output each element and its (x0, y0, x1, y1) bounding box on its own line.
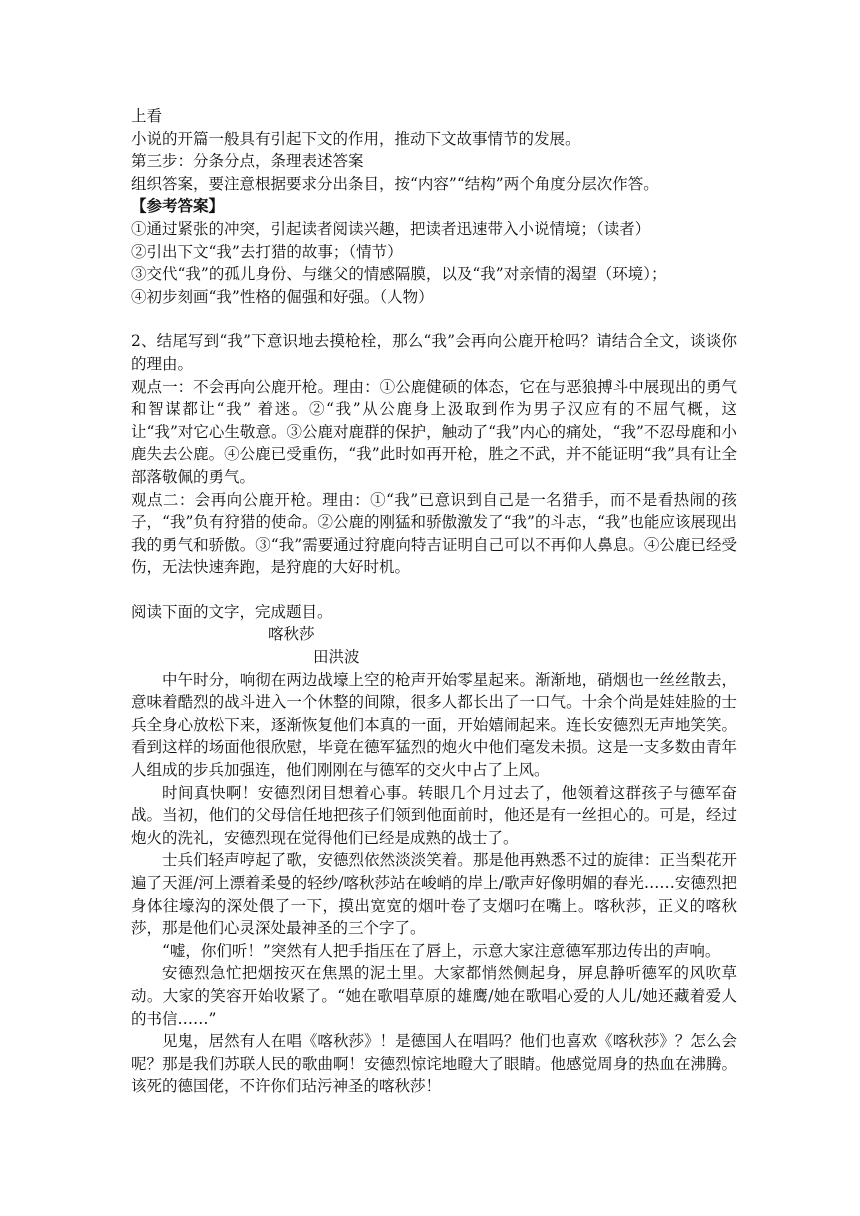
reading-instruction: 阅读下面的文字，完成题目。 (131, 602, 333, 621)
paragraph: 上看 (131, 107, 163, 125)
story-paragraph: 中午时分，响彻在两边战壕上空的枪声开始零星起来。渐渐地，硝烟也一丝丝散去，意味着酷烈的战斗进入一个休整的间隙，很多人都长出了一口气。十余个尚是娃娃脸的士兵全身心放松下来，逐渐恢复他们本真的一面，开始嬉闹起来。连长安德烈无声地笑笑。看到这样的场面他很欣慰，毕竟在德军猛烈的炮火中他们毫发未损。这是一支多数由青年人组成的步兵加强连，他们刚刚在与德军的交火中占了上风。 (131, 670, 737, 780)
paragraph: 小说的开篇一般具有引起下文的作用，推动下文故事情节的发展。 (131, 129, 581, 148)
story-paragraph: “嘘，你们听！”突然有人把手指压在了唇上，示意大家注意德军那边传出的声响。 (162, 941, 721, 960)
question-2: 2、结尾写到“我”下意识地去摸枪栓，那么“我”会再向公鹿开枪吗？请结合全文，谈谈你的理由。 (131, 332, 737, 373)
story-title: 喀秋莎 (268, 625, 315, 644)
viewpoint-2: 观点二：会再向公鹿开枪。理由：①“我”已意识到自己是一名猎手，而不是看热闹的孩子，“我”负有狩猎的使命。②公鹿的刚猛和骄傲激发了“我”的斗志，“我”也能应该展现出我的勇气和骄傲。③“我”需要通过狩鹿向特吉证明自己可以不再仰人鼻息。④公鹿已经受伤，无法快速奔跑，是狩鹿的大好时机。 (131, 490, 737, 577)
spacer (131, 579, 737, 601)
story-paragraph: 安德烈急忙把烟按灭在焦黑的泥土里。大家都悄然侧起身，屏息静听德军的风吹草动。大家的笑容开始收紧了。“她在歌唱草原的雄鹰/她在歌唱心爱的人儿/她还藏着爱人的书信……” (131, 964, 737, 1028)
answer-item: ④初步刻画“我”性格的倔强和好强。（人物） (131, 287, 434, 306)
story-paragraph: 士兵们轻声哼起了歌，安德烈依然淡淡笑着。那是他再熟悉不过的旋律：正当梨花开遍了天涯/河上漂着柔曼的轻纱/喀秋莎站在峻峭的岸上/歌声好像明媚的春光……安德烈把身体往壕沟的深处偎了一下，摸出宽宽的烟叶卷了支烟叼在嘴上。喀秋莎，正义的喀秋莎，那是他们心灵深处最神圣的三个字了。 (131, 851, 737, 938)
document-body (131, 105, 737, 1098)
paragraph: 组织答案，要注意根据要求分出条目，按“内容”“结构”两个角度分层次作答。 (131, 174, 659, 193)
viewpoint-1: 观点一：不会再向公鹿开枪。理由：①公鹿健硕的体态，它在与恶狼搏斗中展现出的勇气和智谋都让“我” 着迷。②“我”从公鹿身上汲取到作为男子汉应有的不屈气概，这让“我”对它心生敬意。③公鹿对鹿群的保护，触动了“我”内心的痛处，“我”不忍母鹿和小鹿失去公鹿。④公鹿已受重伤，“我”此时如再开枪，胜之不武，并不能证明“我”具有让全部落敬佩的勇气。 (131, 377, 737, 486)
story-paragraph: 时间真快啊！安德烈闭目想着心事。转眼几个月过去了，他领着这群孩子与德军奋战。当初，他们的父母信任地把孩子们领到他面前时，他还是有一丝担心的。可是，经过炮火的洗礼，安德烈现在觉得他们已经是成熟的战士了。 (131, 783, 737, 847)
story-paragraph: 见鬼，居然有人在唱《喀秋莎》！是德国人在唱吗？他们也喜欢《喀秋莎》？怎么会呢？那是我们苏联人民的歌曲啊！安德烈惊诧地瞪大了眼睛。他感觉周身的热血在沸腾。该死的德国佬，不许你们玷污神圣的喀秋莎！ (131, 1032, 737, 1096)
story-author: 田洪波 (313, 648, 360, 667)
answer-item: ①通过紧张的冲突，引起读者阅读兴趣，把读者迅速带入小说情境；（读者） (131, 219, 651, 238)
spacer (131, 308, 737, 330)
answer-item: ③交代“我”的孤儿身份、与继父的情感隔膜，以及“我”对亲情的渴望（环境）； (131, 265, 667, 284)
step-heading: 第三步：分条分点，条理表述答案 (131, 152, 364, 171)
reference-answer-label: 【参考答案】 (131, 196, 225, 216)
answer-item: ②引出下文“我”去打猎的故事；（情节） (131, 242, 403, 261)
